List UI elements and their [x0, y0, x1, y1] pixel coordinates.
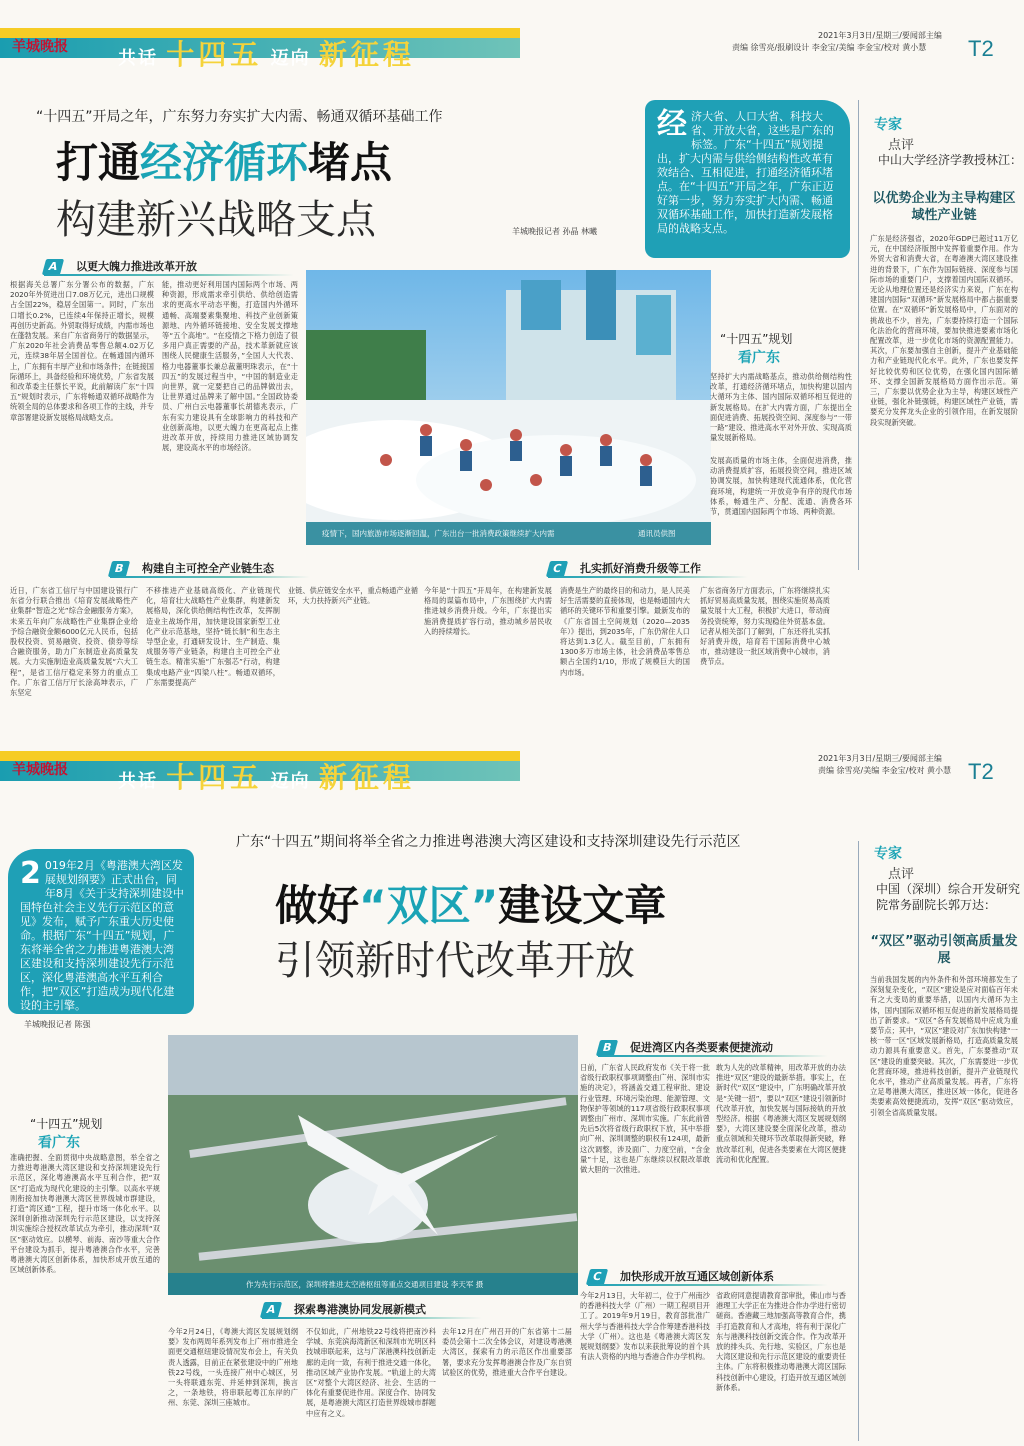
expert-name: 中国（深圳）综合开发研究院常务副院长郭万达： — [876, 882, 1021, 912]
slogan-part-1: 共话 — [118, 48, 158, 69]
section-title-c: 扎实抓好消费升级等工作 — [580, 562, 701, 575]
expert-tag-line2: 点评 — [888, 138, 915, 153]
expert-tag-line1: 专家 — [874, 117, 902, 133]
article-column: 今年2月24日，《粤澳大湾区发展规划纲要》发布两周年系列发布上广州市推进全面更交通枢纽建设情况发布会上，有关负责人透露，目前正在紧张建设中的广州地铁22号线，一头连接广州中心城区，另一头将联通东莞、并延伸到深圳，换言之，一条地铁，将串联起粤江东岸的广州、东莞、深圳三座城市。 — [168, 1327, 298, 1408]
expert-title: “双区”驱动引领高质量发展 — [870, 934, 1018, 966]
issue-date: 2021年3月3日/星期三/要闻部主编 — [818, 754, 942, 763]
article-column: 根据海关总署广东分署公布的数据，广东2020年外贸进出口7.08万亿元，进出口规模占全国22%，稳居全国第一。同时，广东出口增长0.2%，已连续4年保持正增长，规模再创历史新高。外贸取得好成绩，内需市场也在蓬勃发展。来自广东省商务厅的数据显示，广东2020年社会消费品零售总额4.02万亿元，连续38年居全国首位。在畅通国内循环上，广东拥有丰厚产业和市场条件；在链接国际循环上，具备经验和环境优势，广东省发展和改革委主任蔡长平说，此前解读广东“十四五”规划时表示，广东将畅通双循环战略作为统领全局的总体要求和各项工作的主线，并专章部署建设新发展格局战略支点。 — [10, 280, 154, 422]
lead-dropcap: 2 — [20, 856, 41, 891]
section-heading-b — [598, 1039, 828, 1057]
lead-paragraph-box — [645, 100, 850, 258]
newspaper-logo: 羊城晚报 — [12, 39, 68, 55]
headline-post: 堵点 — [308, 138, 393, 187]
article-byline: 羊城晚报记者 陈强 — [24, 1020, 91, 1029]
plan-tag-line1: “十四五”规划 — [30, 1117, 103, 1131]
sidebar-column: 准确把握、全面贯彻中央战略意图，举全省之力推进粤港澳大湾区建设和支持深圳建设先行示范区，深化粤港澳高水平互利合作，把“双区”打造成为现代化建设的主引擎。以高水平规则衔接加快粤港澳大湾区世界级城市群建设，打造“湾区通”工程，提升市场一体化水平。以深圳创新推动深圳先行示范区建设，以支持深圳实施综合授权改革试点为牵引，推动深圳“双区”驱动效应。以横琴、前海、南沙等重大合作平台建设为抓手，提升粤港澳合作水平，完善粤港澳大湾区创新体系，加快形成开放互通的区域创新体系。 — [10, 1153, 160, 1275]
newspaper-logo: 羊城晚报 — [12, 762, 68, 778]
sidebar-column: 发展高质量的市场主体，全面促进消费，推动消费提质扩容，拓展投资空间，推进区域协调发展，加快构建现代流通体系，优化营商环境，构建统一开放竞争有序的现代市场体系，畅通生产、分配、流通、消费各环节，贯通国内国际两个市场、两种资源。 — [710, 456, 852, 517]
lead-text: 济大省、人口大省、科技大省、开放大省，这些是广东的标签。广东“十四五”规划提出，扩大内需与供给侧结构性改革有效结合、互相促进，打通经济循环堵点。在“十四五”开局之年，广东正迈好第一步，努力夯实扩大内需、畅通双循环基础工作，加快打造新发展格局的战略支点。 — [657, 110, 834, 235]
article-column: 不仅如此，广州地铁22号线将把南沙科学城、东莞滨海湾新区和深圳市光明区科技城串联起来，这与广深港澳科技创新走廊的走向一致，有利于推进交通一体化，推动区域产业协作发展。“轨道上的大湾区”对整个大湾区经济、社会、生活的一体化有重要促进作用。深度合作、协同发展，是粤港澳大湾区打造世界级城市群题中应有之义。 — [306, 1327, 436, 1418]
expert-tag-line2: 点评 — [888, 867, 915, 882]
article-column: 去年12月在广州召开的广东省第十二届委员会第十二次全体会议，对建设粤港澳大湾区，探索有力的示范区作出重要部署，要求充分发挥粤港澳合作及广东自贸试验区的优势，推进重大合作平台建设。 — [442, 1327, 572, 1377]
issue-date: 2021年3月3日/星期三/要闻部主编 — [818, 31, 942, 40]
section-badge-c: C — [586, 1269, 608, 1285]
article-kicker: 广东“十四五”期间将举全省之力推进粤港澳大湾区建设和支持深圳建设先行示范区 — [236, 834, 741, 850]
article-subheadline: 引领新时代改革开放 — [275, 938, 635, 984]
slogan-big-2: 新征程 — [318, 38, 415, 71]
article-column: 不移推进产业基础高级化、产业链现代化，培育壮大战略性产业集群，构建新发展格局，深化供给侧结构性改革，发挥制造业主战场作用，加快建设国家新型工业化产业示范基地，坚持“链长制”和生态主导型企业，打通研发设计、生产制造、集成服务等产业链条，构建自主可控全产业链生态。精准实施“广东强芯”行动，构建集成电路产业“四梁八柱”。畅通双循环，广东需要提高产 — [146, 586, 280, 687]
section-title-b: 促进湾区内各类要素便捷流动 — [630, 1041, 773, 1054]
article-subheadline: 构建新兴战略支点 — [56, 197, 376, 243]
article-photo — [306, 270, 711, 545]
photo-caption: 作为先行示范区，深圳将推进太空港枢纽等重点交通项目建设 李天军 摄 — [246, 1280, 484, 1289]
section-badge-a: A — [42, 259, 64, 275]
slogan-big-1: 十四五 — [166, 761, 263, 794]
expert-tag — [874, 843, 914, 882]
slogan-part-2: 迈向 — [270, 771, 311, 792]
newspaper-page-bottom — [0, 723, 1024, 1446]
lead-text: 019年2月《粤港澳大湾区发展规划纲要》正式出台，同年8月《关于支持深圳建设中国特色社会主义先行示范区的意见》发布，赋予广东重大历史使命。根据广东“十四五”规划，广东将举全省之力推进粤港澳大湾区建设和支持深圳建设先行示范区，深化粤港澳高水平互利合作，把“双区”打造成为现代化建设的主引擎。 — [20, 859, 184, 1012]
article-column: 广东省商务厅方面表示，广东将继续扎实抓好贸易高质量发展，围绕实施贸易高质量发展十大工程，积极扩大进口，带动商务投资统筹，努力实现稳住外贸基本盘。记者从相关部门了解到，广东还将扎实抓好消费升级，培育若干国际消费中心城市，推动建设一批区域消费中心城市，消费节点。 — [700, 586, 830, 667]
section-heading-a — [44, 258, 294, 276]
article-column: 近日，广东省工信厅与中国建设银行广东省分行联合推出《培育发展战略性产业集群“智造之光”综合金融服务方案》，未来五年向广东战略性产业集群企业给予综合融资金额6000亿元人民币，包括股权投资、贸易融资、投资、债券等综合融资服务，助力广东制造业高质量发展。大力实施制造业高质量发展“六大工程”，是省工信厅稳定来努力的重点工作。广东省工信厅厅长涂高坤表示，广东坚定 — [10, 586, 138, 698]
headline-post: 建设文章 — [498, 881, 667, 930]
slogan-part-2: 迈向 — [270, 48, 311, 69]
section-heading-b — [110, 560, 310, 578]
article-column: 日前，广东省人民政府发布《关于将一批省级行政职权事项调整由广州、深圳市实施的决定》，将涵盖交通工程审批、建设行业管理、环境污染治理、能源管理、文物保护等领域的117项省级行政职权事项调整由广州市、深圳市实施。广东此前曾先后5次将省级行政职权下放，其中举措向广州、深圳调整的职权有124项，最新这次调整，涉及面广、力度空前，“含金量”十足，这也是广东继续以权限改革敢做大胆的一次推进。 — [580, 1063, 710, 1175]
article-headline — [56, 130, 392, 190]
expert-column: 广东是经济强省，2020年GDP已超过11万亿元，在中国经济版图中发挥着重要作用。作为外贸大省和消费大省，在粤港澳大湾区建设推进的背景下，广东作为国际链接、深度参与国际市场的重要门户，支撑着国内国际双循环。无论从地理位置还是经济实力来说，广东在构建国内国际“双循环”新发展格局中都占据重要位置。在“双循环”新发展格局中，广东面对的挑战也不少，首先，广东要持续打造一个国际化法治化的营商环境，要加快推进要素市场化配置改革，进一步优化市场的资源配置能力。其次，广东要加强自主创新，提升产业基础能力和产业链现代化水平。此外，广东也要发挥好比较优势和区位优势，在强化国内国际循环、支撑全国新发展格局方面作出示范。第三，广东要以优势企业为主导，构建区域性产业链，强化补链强链，构建区域性产业链，需要充分发挥龙头企业的引领作用，在新发展阶段实现新突破。 — [870, 234, 1018, 427]
issue-editors: 责编 徐雪亮/美编 李金宝/校对 黄小慧 — [818, 766, 952, 775]
headline-pre: 打通 — [56, 138, 141, 187]
plan-tag-line2: 看广东 — [38, 1135, 80, 1151]
slogan-big-2: 新征程 — [318, 761, 415, 794]
issue-editors: 责编 徐雪亮/报刷设计 李金宝/美编 李金宝/校对 黄小慧 — [732, 43, 927, 52]
column-divider — [858, 100, 859, 570]
article-column: 今年2月13日，大年初二，位于广州南沙的香港科技大学（广州）一期工程项目开工了。2019年9月19日，教育部批准广州大学与香港科技大学合作筹建香港科技大学（广州）。这也是《粤港澳大湾区发展规划纲要》发布以来获批筹设的首个具有法人资格的内地与香港合作办学机构。 — [580, 1291, 710, 1362]
article-column: 今年是“十四五”开局年，在构建新发展格局的谋篇布局中，广东围绕扩大内需推进城乡消费升级。今年，广东提出实施消费提质扩容行动，推动城乡居民收入的持续增长。 — [424, 586, 552, 636]
section-heading-a — [262, 1301, 482, 1319]
headline-accent: 经济循环 — [140, 138, 309, 187]
article-headline — [275, 873, 666, 933]
page-code: T2 — [968, 36, 994, 61]
slogan-part-1: 共话 — [118, 771, 158, 792]
section-badge-c: C — [546, 561, 568, 577]
article-photo — [168, 1035, 578, 1295]
masthead — [0, 0, 1024, 71]
column-divider — [858, 841, 859, 1441]
plan-tag — [720, 330, 792, 367]
section-title-c: 加快形成开放互通区域创新体系 — [620, 1270, 774, 1283]
masthead — [0, 723, 1024, 794]
plan-tag-line1: “十四五”规划 — [720, 332, 793, 346]
section-title-a: 以更大魄力推进改革开放 — [76, 260, 197, 273]
expert-tag — [874, 114, 914, 153]
issue-meta — [818, 753, 951, 777]
lead-dropcap: 经 — [657, 107, 687, 142]
foam-party-photo — [306, 270, 711, 545]
lead-paragraph-box — [8, 849, 194, 1014]
article-column: 消费是生产的最终目的和动力，是人民美好生活需要的直接体现，也是畅通国内大循环的关键环节和重要引擎。最新发布的《广东省国土空间规划（2020—2035年）》提出，到2035年，广东仍常住人口将达到1.3亿人。截至目前，广东拥有1300多万市场主体，社会消费品零售总额占全国约1/10，形成了规模巨大的国内市场。 — [560, 586, 690, 677]
masthead-slogan — [118, 33, 415, 73]
expert-column: 当前我国发展的内外条件和外部环境都发生了深刻复杂变化，“双区”建设是应对面临百年未有之大变局的重要举措，以国内大循环为主体，国内国际双循环相互促进的新发展格局提出了新要求。“双区”各有发展格局中应成为重要节点；其中，“双区”建设对广东加快构建“一核一带一区”区域发展新格局，打造高质量发展动力源具有重要意义。首先，广东要推动“双区”建设的重要突破。其次，广东需要进一步优化营商环境，推进科技创新，提升产业链现代化水平，推动产业高质量发展。再者，广东将立足粤港澳大湾区，推进区域一体化，促进各类要素高效便捷流动，发挥“双区”驱动效应，引领全省高质量发展。 — [870, 975, 1018, 1117]
section-title-b: 构建自主可控全产业链生态 — [142, 562, 274, 575]
headline-pre: 做好 — [275, 881, 360, 930]
photo-caption: 疫情下，国内旅游市场逐渐回温，广东出台一批消费政策继续扩大内需 — [322, 529, 555, 538]
slogan-big-1: 十四五 — [166, 38, 263, 71]
article-byline: 羊城晚报记者 孙晶 林曦 — [512, 227, 598, 236]
sidebar-column: 坚持扩大内需战略基点，推动供给侧结构性改革，打通经济循环堵点，加快构建以国内大循环为主体、国内国际双循环相互促进的新发展格局。在扩大内需方面，广东提出全面促进消费、拓展投资空间、深度参与“一带一路”建设、推进高水平对外开放、实现高质量发展新格局。 — [710, 372, 852, 443]
article-kicker: “十四五”开局之年，广东努力夯实扩大内需、畅通双循环基础工作 — [36, 109, 443, 125]
plan-tag — [30, 1115, 102, 1152]
article-column: 省政府同意提请教育部审批，佛山市与香港理工大学正在为推进合作办学进行密切磋商。香港藏三地加强高等教育合作，携手打造教育和人才高地，将有利于深化广东与港澳科技创新交流合作。作为改革开放的排头兵、先行地、实验区，广东也是大湾区建设和先行示范区建设的重要责任主体。广东将积极推动粤港澳大湾区国际科技创新中心建设，打造开放互通区域创新体系。 — [716, 1291, 846, 1392]
section-badge-b: B — [108, 561, 130, 577]
masthead-slogan — [118, 756, 415, 796]
article-column: 敢为人先的改革精神，用改革开放的办法推进“双区”建设的最新举措。事实上，在新时代“双区”建设中，广东明确改革开放是“关键一招”，要以“双区”建设引领新时代改革开放，加快发展与国际接轨的开放型经济。根据《粤港澳大湾区发展规划纲要》，大湾区建设要全面深化改革，推动重点领域和关键环节改革取得新突破，释放改革红利，促进各类要素在大湾区便捷流动和优化配置。 — [716, 1063, 846, 1164]
article-column: 业链、供应链安全水平，重点畅通产业循环，大力扶持新兴产业链。 — [288, 586, 418, 606]
section-badge-b: B — [596, 1040, 618, 1056]
expert-title: 以优势企业为主导构建区域性产业链 — [872, 191, 1016, 223]
section-badge-a: A — [260, 1302, 282, 1318]
article-column: 能，推动更好利用国内国际两个市场、两种资源，形成需求牵引供给、供给创造需求的更高水平动态平衡，打造国内外循环通畅、高端要素集聚地、科技产业创新策源地、内外循环链接地、安全发展支撑地等“五个高地”。“在疫情之下格力创造了很多用户真正需要的产品，技术革新就应该围绕人民健康生活服务，”全国人大代表、格力电器董事长兼总裁董明珠表示，在“十四五”的发展过程当中，“中国的制造业走向世界，就一定要把自己的品牌做出去，让世界通过品牌来了解中国。”全国政协委员、广州白云电器董事长胡德兆表示，广东有实力建设具有全球影响力的科技和产业创新高地，以更大魄力在更高起点上推进改革开放，持续用力推进区域协调发展，建设高水平的市场经济。 — [162, 280, 298, 453]
expert-name: 中山大学经济学教授林江： — [877, 153, 1022, 167]
section-heading-c — [588, 1268, 828, 1286]
airport-aerial-photo — [168, 1035, 578, 1295]
plan-tag-line2: 看广东 — [738, 350, 780, 366]
section-title-a: 探索粤港澳协同发展新模式 — [294, 1303, 426, 1316]
expert-tag-line1: 专家 — [874, 846, 902, 862]
section-heading-c — [548, 560, 748, 578]
photo-credit: 通讯员供图 — [638, 529, 676, 538]
page-code: T2 — [968, 759, 994, 784]
headline-accent: “双区” — [359, 881, 499, 930]
